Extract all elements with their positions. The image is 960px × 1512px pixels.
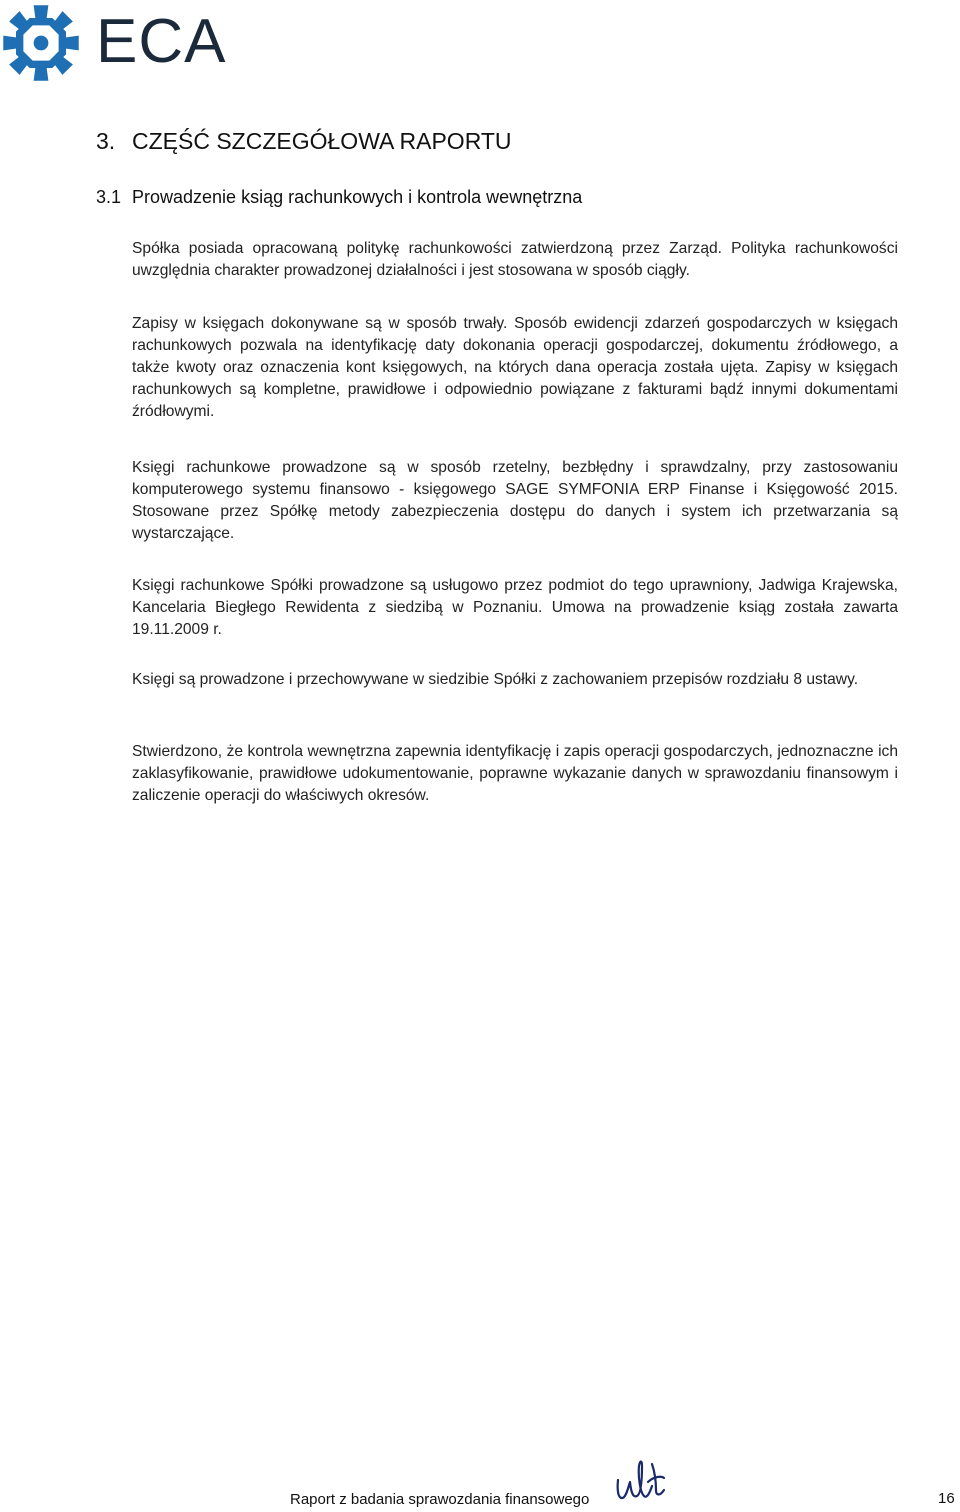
paragraph-accounting-policy: Spółka posiada opracowaną politykę rachunkowości zatwierdzoną przez Zarząd. Polityka rachunkowości uwzględnia charakter prowadzonej działalności i jest stosowana w sposób ciągły. bbox=[132, 240, 898, 279]
section-heading bbox=[96, 126, 512, 156]
eca-star-icon bbox=[0, 2, 82, 84]
paragraph-ledger-records: Zapisy w księgach dokonywane są w sposób trwały. Sposób ewidencji zdarzeń gospodarczych w księgach rachunkowych pozwala na identyfikację daty dokonania operacji gospodarczej, dokumentu źródłowego, a także kwoty oraz oznaczenia kont księgowych, na których dana operacja została ujęta. Zapisy w księgach rachunkowych są kompletne, prawidłowe i odpowiednio powiązane z fakturami bądź innymi dokumentami źródłowymi. bbox=[132, 315, 898, 420]
paragraph-bookkeeping-service: Księgi rachunkowe Spółki prowadzone są usługowo przez podmiot do tego uprawniony, Jadwiga Krajewska, Kancelaria Biegłego Rewidenta z siedzibą w Poznaniu. Umowa na prowadzenie ksiąg została zawarta 19.11.2009 r. bbox=[132, 577, 898, 638]
logo-wordmark: ECA bbox=[96, 7, 227, 76]
eca-logo bbox=[0, 0, 240, 90]
subsection-heading bbox=[96, 185, 582, 209]
subsection-number: 3.1 bbox=[96, 187, 122, 207]
paragraph-internal-control: Stwierdzono, że kontrola wewnętrzna zapewnia identyfikację i zapis operacji gospodarczych, jednoznaczne ich zaklasyfikowanie, prawidłowe udokumentowanie, poprawne wykazanie danych w sprawozdaniu finansowym i zaliczenie operacji do właściwych okresów. bbox=[132, 743, 898, 804]
signature-initials bbox=[612, 1452, 668, 1508]
section-number: 3. bbox=[96, 128, 116, 154]
section-title: CZĘŚĆ SZCZEGÓŁOWA RAPORTU bbox=[132, 128, 512, 154]
paragraph-accounting-system: Księgi rachunkowe prowadzone są w sposób rzetelny, bezbłędny i sprawdzalny, przy zastosowaniu komputerowego systemu finansowo - księgowego SAGE SYMFONIA ERP Finanse i Księgowość 2015. Stosowane przez Spółkę metody zabezpieczenia dostępu do danych i system ich przetwarzania są wystarczające. bbox=[132, 459, 898, 542]
subsection-title: Prowadzenie ksiąg rachunkowych i kontrola wewnętrzna bbox=[132, 187, 583, 207]
paragraph-books-storage: Księgi są prowadzone i przechowywane w siedzibie Spółki z zachowaniem przepisów rozdziału 8 ustawy. bbox=[132, 671, 859, 688]
page-number: 16 bbox=[938, 1490, 955, 1507]
footer-title: Raport z badania sprawozdania finansowego bbox=[290, 1491, 590, 1508]
